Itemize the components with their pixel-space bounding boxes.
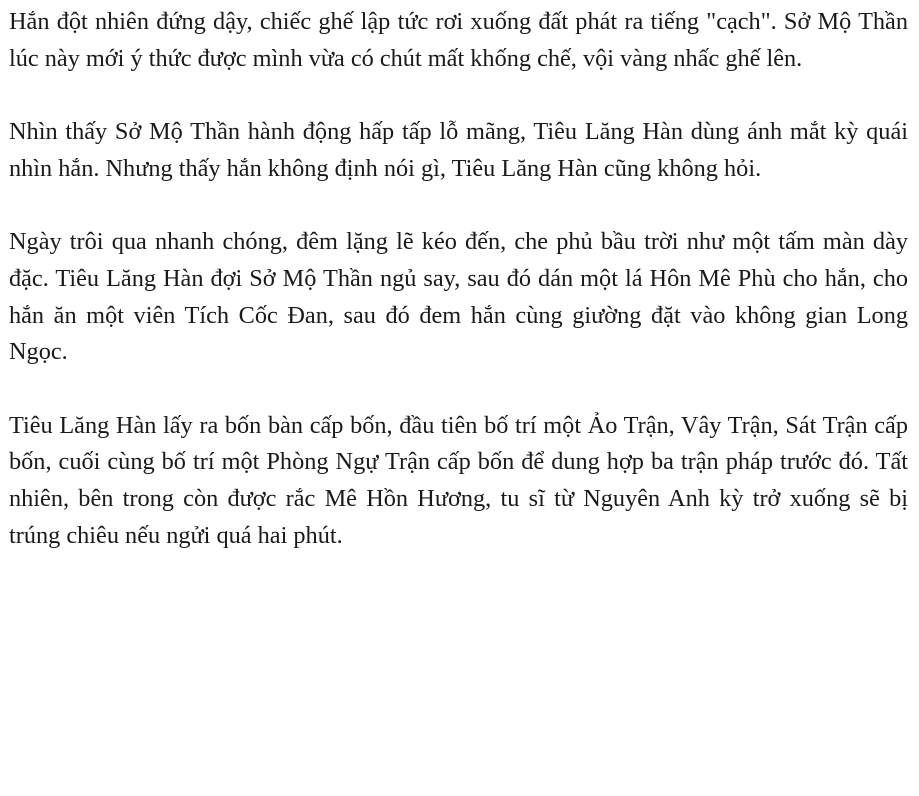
paragraph-1: Hắn đột nhiên đứng dậy, chiếc ghế lập tức rơi xuống đất phát ra tiếng "cạch". Sở Mộ Thần lúc này mới ý thức được mình vừa có chút mất khống chế, vội vàng nhấc ghế lên. — [9, 8, 908, 72]
document-page — [9, 0, 908, 591]
paragraph-3: Ngày trôi qua nhanh chóng, đêm lặng lẽ kéo đến, che phủ bầu trời như một tấm màn dày đặc. Tiêu Lăng Hàn đợi Sở Mộ Thần ngủ say, sau đó dán một lá Hôn Mê Phù cho hắn, cho hắn ăn một viên Tích Cốc Đan, sau đó đem hắn cùng giường đặt vào không gian Long Ngọc. — [9, 228, 908, 366]
paragraph-2: Nhìn thấy Sở Mộ Thần hành động hấp tấp lỗ mãng, Tiêu Lăng Hàn dùng ánh mắt kỳ quái nhìn hắn. Nhưng thấy hắn không định nói gì, Tiêu Lăng Hàn cũng không hỏi. — [9, 118, 908, 182]
paragraph-4: Tiêu Lăng Hàn lấy ra bốn bàn cấp bốn, đầu tiên bố trí một Ảo Trận, Vây Trận, Sát Trận cấp bốn, cuối cùng bố trí một Phòng Ngự Trận cấp bốn để dung hợp ba trận pháp trước đó. Tất nhiên, bên trong còn được rắc Mê Hồn Hương, tu sĩ từ Nguyên Anh kỳ trở xuống sẽ bị trúng chiêu nếu ngửi quá hai phút. — [9, 411, 908, 549]
